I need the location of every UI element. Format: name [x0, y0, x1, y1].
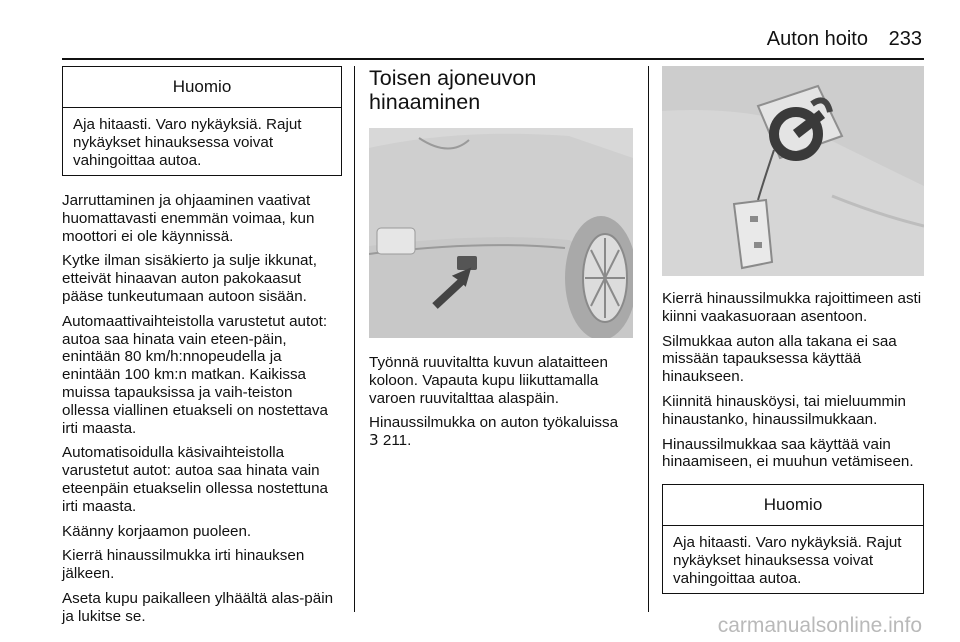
paragraph: Hinaussilmukkaa saa käyttää vain hinaamiseen, ei muuhun vetämiseen. [662, 435, 914, 471]
right-column [662, 66, 924, 594]
paragraph: Työnnä ruuvitaltta kuvun alataitteen koloon. Vapauta kupu liikuttamalla varoen ruuvitalttaa alaspäin. [369, 354, 608, 407]
paragraph: Aseta kupu paikalleen ylhäältä alas-päin ja lukitse se. [62, 589, 334, 625]
rear-bumper-illustration [369, 128, 633, 338]
paragraph: Kierrä hinaussilmukka rajoittimeen asti kiinni vaakasuoraan asentoon. [662, 290, 922, 325]
middle-column [369, 66, 635, 457]
notice-box [62, 66, 342, 176]
paragraph: Kierrä hinaussilmukka irti hinauksen jälkeen. [62, 547, 305, 583]
left-column [62, 66, 342, 633]
paragraph: Automaattivaihteistolla varustetut autot: autoa saa hinata vain eteen-päin, enintään 80 km/h:nnopeudella ja enintään 100 km:n matkan. Kaikissa muissa tapauksissa ja vaih-teiston ollessa viallinen etuakseli on nostettava irti maasta. [62, 312, 328, 437]
column-divider-left [354, 66, 355, 612]
running-head-title: Auton hoito [766, 28, 868, 50]
paragraph: Käänny korjaamon puoleen. [62, 522, 252, 540]
paragraph: Jarruttaminen ja ohjaaminen vaativat huomattavasti enemmän voimaa, kun moottori ei ole käynnissä. [62, 192, 315, 245]
page-reference-arrow-icon: 3 [369, 431, 379, 450]
notice-title: Huomio [63, 67, 341, 108]
header-rule [62, 58, 924, 60]
paragraph: Silmukkaa auton alla takana ei saa missään tapauksessa käyttää hinaukseen. [662, 332, 897, 386]
paragraph: Kytke ilman sisäkierto ja sulje ikkunat, etteivät hinaavan auton pakokaasut pääse tunkeutumaan autoon sisään. [62, 252, 317, 305]
notice-box [662, 484, 924, 594]
towing-eye-figure [662, 66, 924, 276]
watermark: carmanualsonline.info [717, 614, 922, 637]
towing-eye-illustration [662, 66, 924, 276]
page-number: 233 [888, 28, 922, 50]
tools-reference [369, 414, 635, 450]
page-reference[interactable]: 211. [382, 432, 412, 450]
rear-bumper-figure [369, 128, 633, 338]
notice-text: Aja hitaasti. Varo nykäyksiä. Rajut nykäykset hinauksessa voivat vahingoittaa autoa. [73, 116, 302, 169]
paragraph: Automatisoidulla käsivaihteistolla varustetut autot: autoa saa hinata vain eteenpäin etuakselin ollessa nostettuna irti maasta. [62, 444, 328, 515]
section-title: Toisen ajoneuvon hinaaminen [369, 66, 537, 114]
notice-title: Huomio [663, 485, 923, 526]
paragraph: Kiinnitä hinausköysi, tai mieluummin hinaustanko, hinaussilmukkaan. [662, 392, 906, 428]
column-divider-right [648, 66, 649, 612]
notice-text: Aja hitaasti. Varo nykäyksiä. Rajut nykäykset hinauksessa voivat vahingoittaa autoa. [673, 534, 902, 587]
reference-text: Hinaussilmukka on auton työkaluissa [369, 414, 619, 432]
